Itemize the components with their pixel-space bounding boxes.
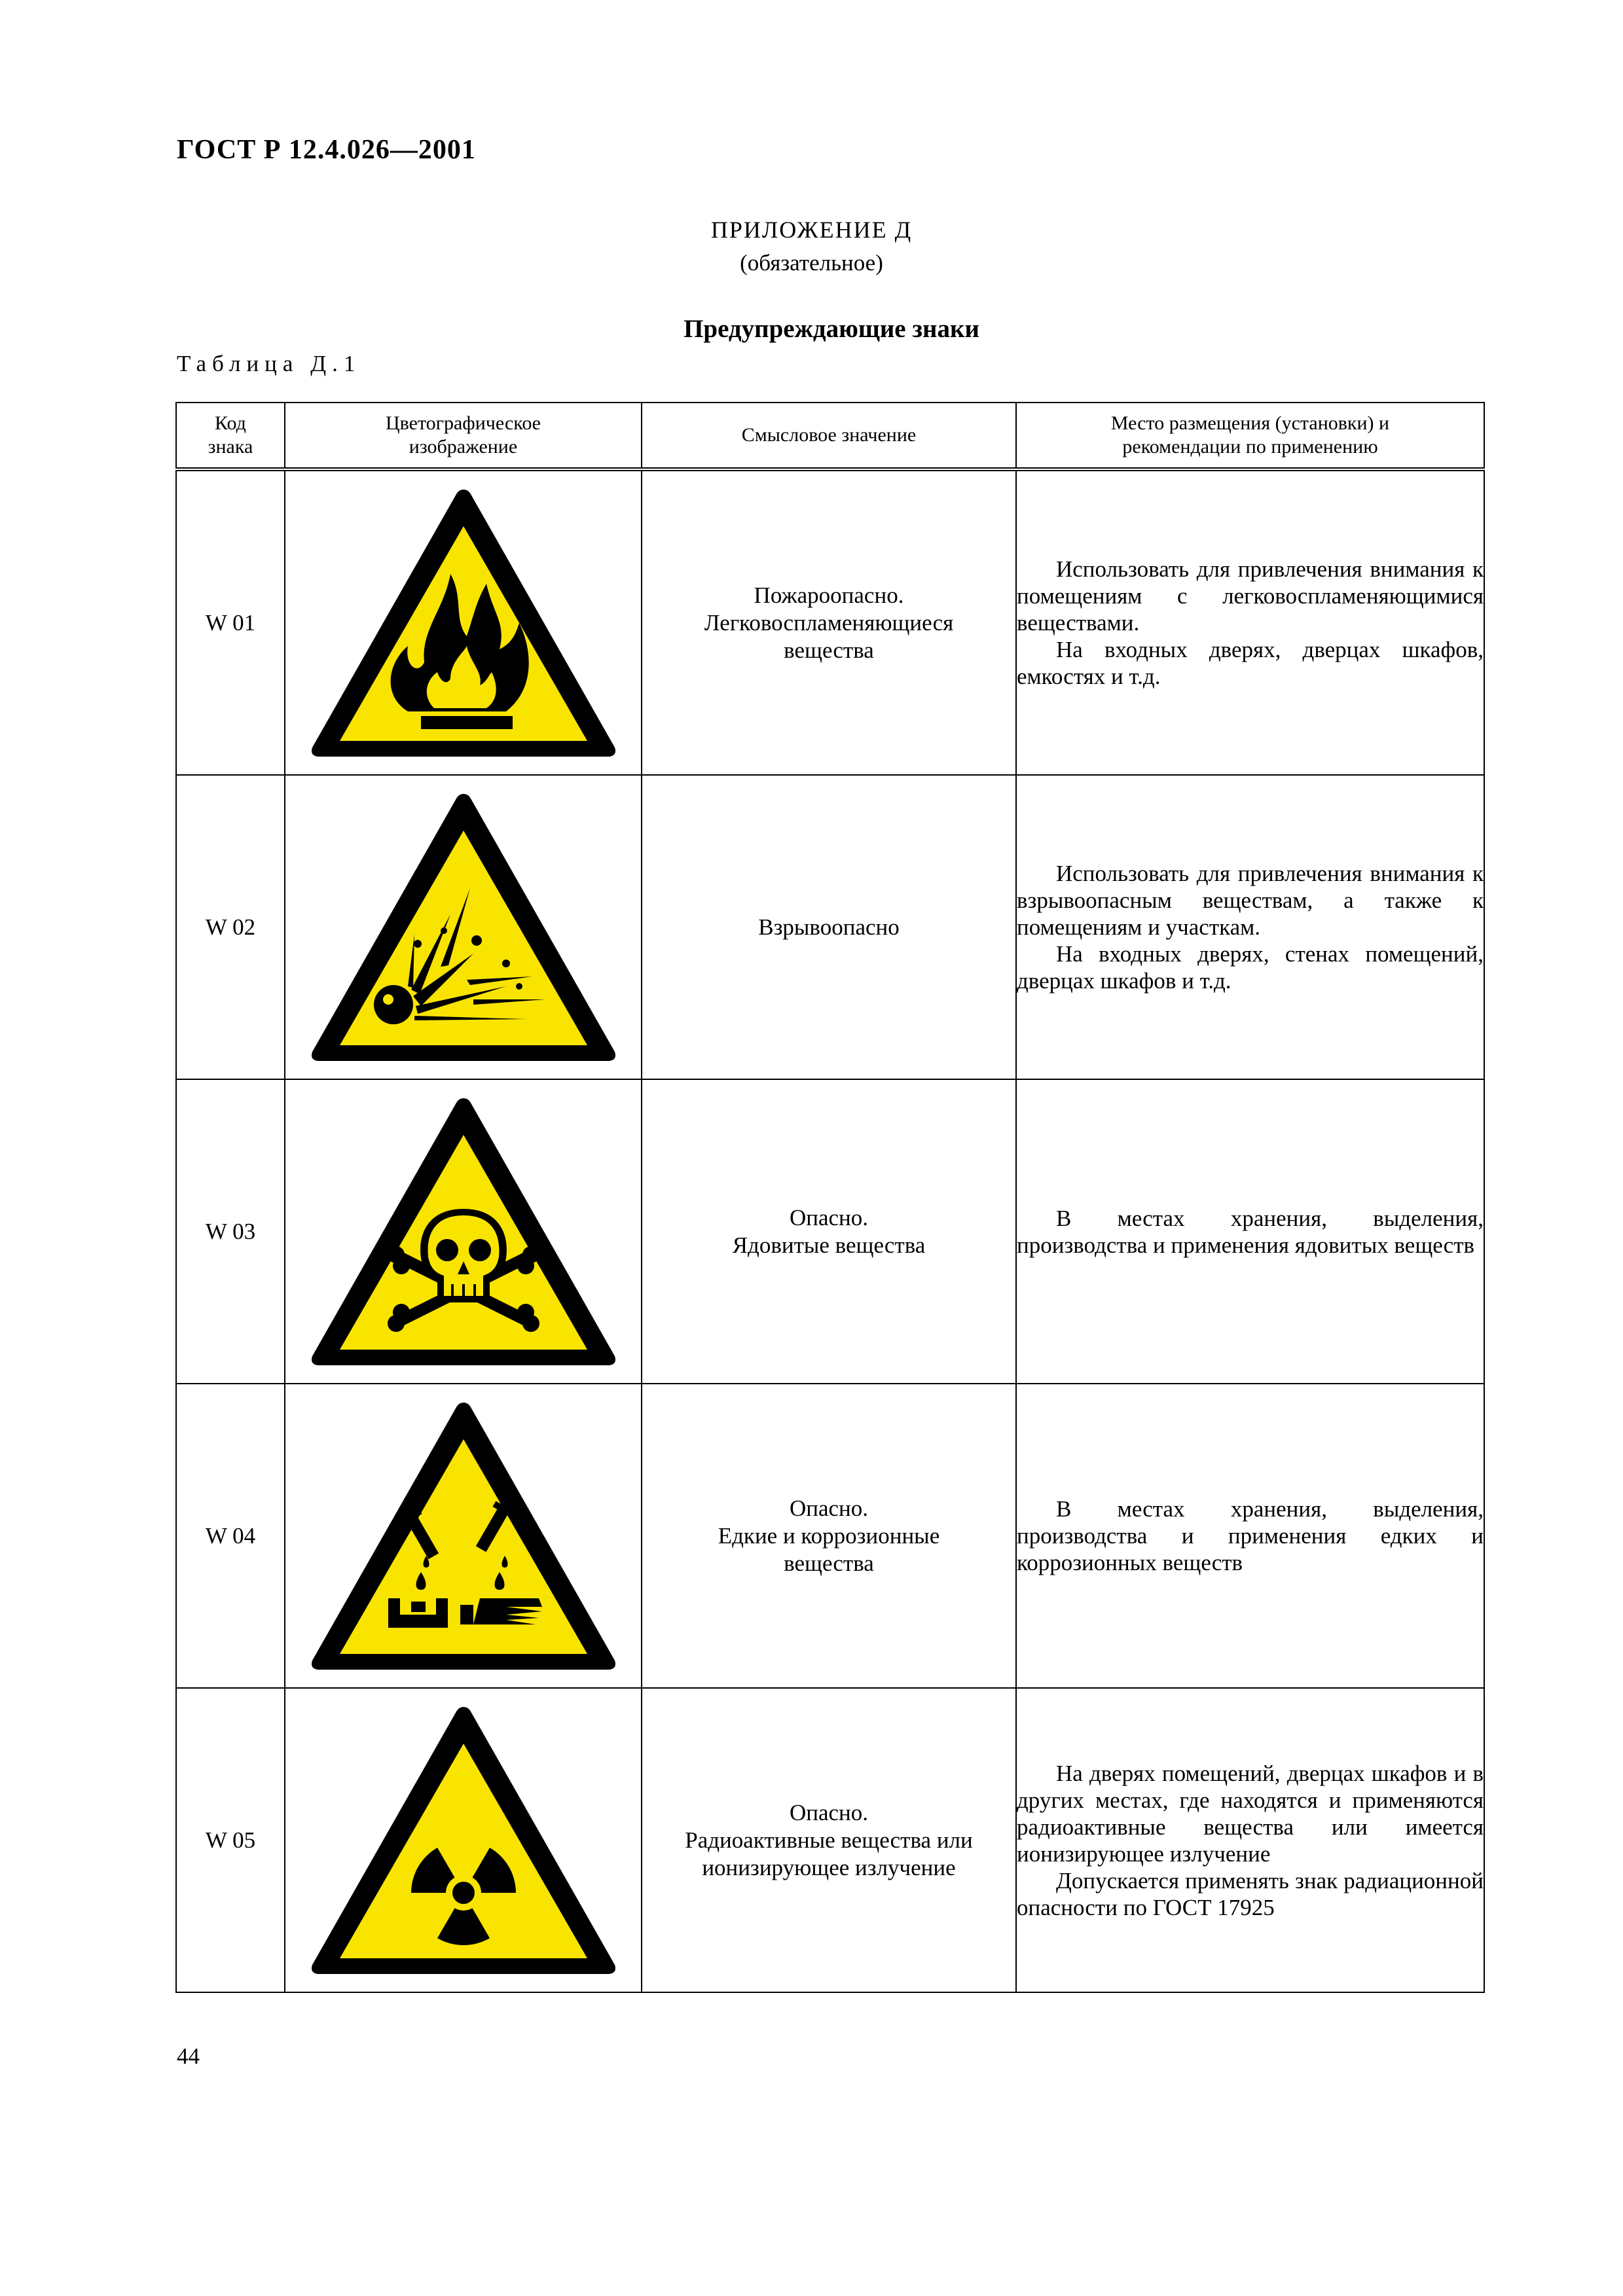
header-line: Место размещения (установки) и — [1110, 412, 1390, 434]
placement-paragraph: На входных дверях, дверцах шкафов, емкостях и т.д. — [1017, 637, 1484, 689]
column-header-meaning — [642, 403, 1016, 469]
sign-meaning — [642, 469, 1016, 775]
corrosive-icon — [310, 1399, 617, 1674]
page-number: 44 — [177, 2043, 200, 2069]
header-line: знака — [208, 436, 253, 457]
column-header-code — [176, 403, 285, 469]
sign-code: W 05 — [176, 1688, 285, 1992]
sign-meaning — [642, 1384, 1016, 1688]
header-line: Цветографическое — [386, 412, 541, 434]
column-header-placement — [1016, 403, 1484, 469]
meaning-line: Легковоспламеняющиеся — [704, 609, 954, 636]
table-row — [176, 1384, 1484, 1688]
sign-image-cell — [285, 1079, 642, 1384]
placement-paragraph: На входных дверях, стенах помещений, дверцах шкафов и т.д. — [1017, 941, 1484, 994]
meaning-line: Опасно. — [789, 1204, 869, 1230]
column-header-image — [285, 403, 642, 469]
placement-paragraph: Использовать для привлечения внимания к помещениям с легковоспламеняющимися веществами. — [1017, 556, 1484, 636]
header-line: Смысловое значение — [741, 424, 917, 446]
sign-meaning — [642, 1079, 1016, 1384]
header-line: Код — [215, 412, 246, 434]
sign-image-cell — [285, 469, 642, 775]
table-row — [176, 1079, 1484, 1384]
sign-code: W 01 — [176, 469, 285, 775]
header-line: изображение — [409, 436, 518, 457]
sign-meaning — [642, 775, 1016, 1079]
sign-image-cell — [285, 775, 642, 1079]
sign-code: W 02 — [176, 775, 285, 1079]
sign-placement — [1016, 1384, 1484, 1688]
sign-code: W 04 — [176, 1384, 285, 1688]
meaning-line: Ядовитые вещества — [732, 1232, 926, 1258]
sign-meaning — [642, 1688, 1016, 1992]
placement-paragraph: В местах хранения, выделения, производства и применения ядовитых веществ — [1017, 1205, 1484, 1258]
meaning-line: ионизирующее излучение — [702, 1854, 956, 1880]
explosive-icon — [310, 790, 617, 1065]
meaning-line: вещества — [784, 637, 874, 663]
sign-placement — [1016, 1688, 1484, 1992]
warning-signs-table — [175, 402, 1485, 1993]
placement-paragraph: На дверях помещений, дверцах шкафов и в других местах, где находятся и применяются радиоактивные вещества или имеется ионизирующее излучение — [1017, 1760, 1484, 1867]
sign-placement — [1016, 1079, 1484, 1384]
meaning-line: Взрывоопасно — [758, 914, 900, 940]
table-row — [176, 469, 1484, 775]
table-header-row — [176, 403, 1484, 469]
placement-paragraph: Допускается применять знак радиационной опасности по ГОСТ 17925 — [1017, 1867, 1484, 1920]
standard-header: ГОСТ Р 12.4.026—2001 — [177, 135, 476, 165]
meaning-line: Пожароопасно. — [754, 582, 904, 608]
sign-placement — [1016, 469, 1484, 775]
appendix-subtitle: (обязательное) — [740, 250, 883, 276]
section-title: Предупреждающие знаки — [684, 315, 979, 343]
sign-image-cell — [285, 1384, 642, 1688]
meaning-line: вещества — [784, 1550, 874, 1576]
header-line: рекомендации по применению — [1122, 436, 1378, 457]
placement-paragraph: Использовать для привлечения внимания к взрывоопасным веществам, а также к помещениям и участкам. — [1017, 861, 1484, 940]
sign-placement — [1016, 775, 1484, 1079]
meaning-line: Опасно. — [789, 1495, 869, 1521]
table-row — [176, 775, 1484, 1079]
meaning-line: Радиоактивные вещества или — [685, 1827, 973, 1853]
table-label: Таблица Д.1 — [177, 351, 361, 376]
toxic-skull-icon — [310, 1094, 617, 1369]
sign-image-cell — [285, 1688, 642, 1992]
placement-paragraph: В местах хранения, выделения, производства и применения едких и коррозионных веществ — [1017, 1496, 1484, 1575]
radiation-icon — [310, 1703, 617, 1978]
flammable-icon — [310, 486, 617, 761]
appendix-title: ПРИЛОЖЕНИЕ Д — [710, 217, 913, 243]
meaning-line: Едкие и коррозионные — [718, 1522, 940, 1549]
meaning-line: Опасно. — [789, 1799, 869, 1825]
table-row — [176, 1688, 1484, 1992]
sign-code: W 03 — [176, 1079, 285, 1384]
